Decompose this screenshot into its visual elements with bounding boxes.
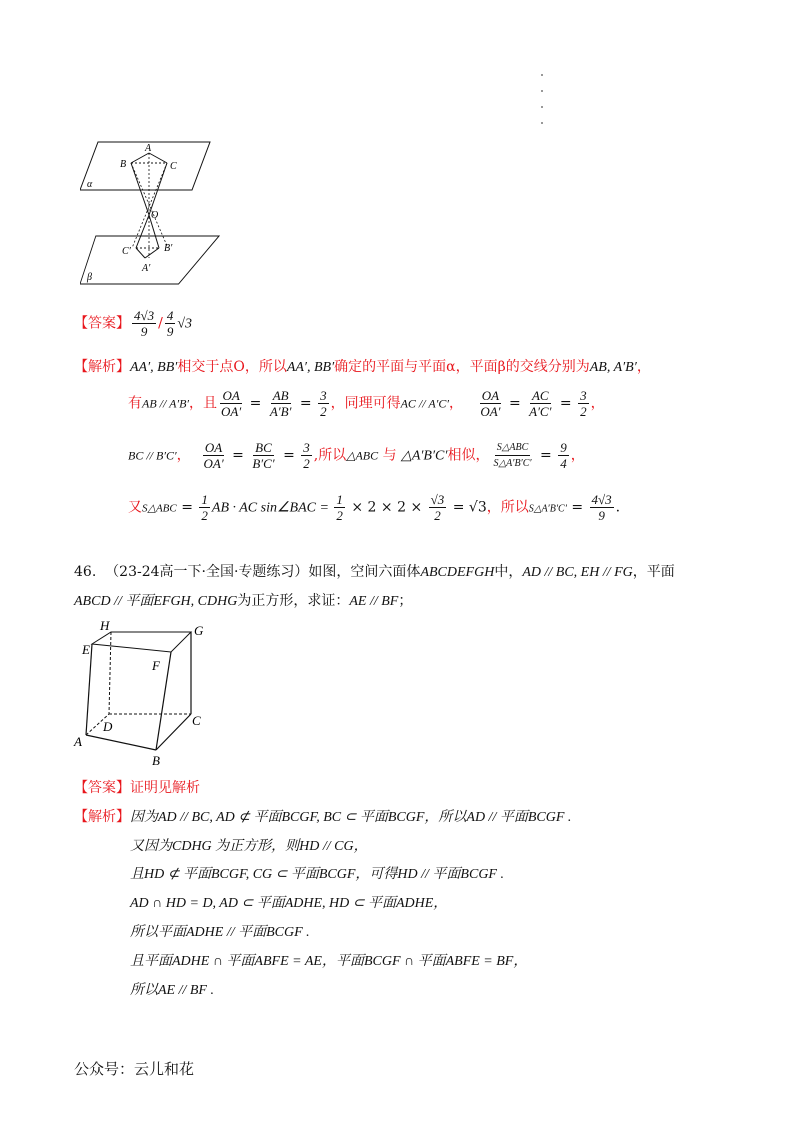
label-o: O (151, 210, 159, 221)
text: 所以 (318, 447, 347, 464)
condition: AD // BC, EH // FG (522, 565, 633, 580)
label-f: F (152, 658, 160, 673)
text: 又 (128, 499, 142, 516)
label-alpha: α (87, 179, 93, 190)
edge-ac (149, 153, 167, 163)
label-a: A (74, 734, 82, 749)
text: ，同理可得 (330, 395, 401, 412)
result: = √3 (448, 499, 487, 516)
text: ，平面 (632, 564, 675, 580)
label-c: C (170, 161, 177, 172)
proof-step-1: 因为AD // BC, AD ⊄ 平面BCGF, BC ⊂ 平面BCGF，所以AD // 平面BCGF . (130, 810, 572, 825)
label-e: E (82, 642, 90, 657)
text: ，且 (189, 395, 218, 412)
label-c: C (192, 713, 201, 728)
label-a2: A′ (142, 263, 151, 274)
frac-half: $\frac{1}{2}$ (201, 492, 208, 523)
text: 相交于点O，所以 (177, 359, 287, 375)
label-a: A (145, 143, 152, 154)
q46-proof-step-6: 且平面ADHE ∩ 平面ABFE = AE，平面BCGF ∩ 平面ABFE = BF， (130, 954, 528, 969)
frac-final: $\frac{4√3}{9}$ (591, 492, 612, 523)
answer-tag: 【答案】 (74, 780, 130, 796)
frac-bc: $\frac{BC}{B'C'}$ (252, 440, 275, 471)
answer-sep: / (158, 315, 163, 332)
label-c2: C′ (122, 246, 131, 257)
analysis-tag: 【解析】 (74, 359, 130, 375)
frac-oa: $\frac{OA}{OA'}$ (221, 388, 242, 419)
q46-analysis-line1 (74, 808, 571, 827)
plane-beta (80, 236, 219, 284)
answer-frac2: $\frac{4}{9}$ (166, 308, 174, 339)
ac-parallel: AC // A′C′ (400, 396, 449, 411)
text: ，所以 (486, 499, 529, 516)
q45-analysis-line2: 有AB // A′B′，且 $\frac{OA}{OA'}$ = $\frac{AB}{A'B'}$ = $\frac{3}{2}$ ，同理可得AC // A′C′， $\frac{OA}{OA'}$ = $\frac{AC}{A'C'}$ = $\frac{3}{2}$ ， (128, 388, 605, 419)
label-beta: β (87, 272, 92, 283)
edge-a2b2 (145, 248, 159, 258)
figure-two-planes (80, 138, 220, 288)
q46-stem-line2 (74, 592, 412, 611)
text: ； (398, 593, 413, 609)
area-abc: S△ABC (142, 502, 177, 515)
triangle-a2b2c2: △A′B′C′ (401, 448, 448, 464)
edge-ab (86, 735, 156, 750)
edge-o-c2 (136, 215, 149, 248)
bc-parallel: BC // B′C′ (128, 448, 177, 463)
frac-94: $\frac{9}{4}$ (560, 440, 567, 471)
text: 中， (494, 564, 523, 580)
frac-ac: $\frac{AC}{A'C'}$ (529, 388, 552, 419)
footer-text: 公众号：云儿和花 (74, 1060, 195, 1078)
q46-proof-step-7: 所以AE // BF . (130, 983, 214, 998)
frac-32-3: $\frac{3}{2}$ (303, 440, 310, 471)
frac-32-2: $\frac{3}{2}$ (580, 388, 587, 419)
eq: = (176, 499, 198, 516)
frac-oa-2: $\frac{OA}{OA'}$ (480, 388, 501, 419)
text: 有 (128, 395, 142, 412)
text: 确定的平面与平面α，平面β的交线分别为 (334, 359, 590, 375)
frac-half-2: $\frac{1}{2}$ (336, 492, 343, 523)
expr2: × 2 × 2 × (346, 499, 427, 516)
figure-hexahedron (70, 618, 210, 770)
q45-analysis-line3: BC // B′C′， $\frac{OA}{OA'}$ = $\frac{BC}{B'C'}$ = $\frac{3}{2}$ ,所以△ABC 与 △A′B′C′相似， $\frac{\text{S△ABC}}{S\triangle A'B'C'}$ = $\frac{9}{4}$ ， (128, 440, 585, 471)
ab-parallel: AB // A′B′ (142, 396, 190, 411)
edge-ea (86, 644, 92, 735)
edge-o-b (131, 163, 149, 215)
text: 与 (382, 447, 397, 464)
decorative-dots (541, 74, 545, 128)
answer-frac1: $\frac{4√3}{9}$ (134, 308, 155, 339)
text: 相似， (447, 447, 490, 464)
triangle-abc: △ABC (346, 448, 379, 463)
end: . (615, 499, 621, 516)
q46-answer-line (74, 779, 200, 797)
squares: EFGH, CDHG (153, 594, 238, 609)
edge-o-c (149, 163, 167, 215)
q46-proof-step-4: AD ∩ HD = D, AD ⊂ 平面ADHE, HD ⊂ 平面ADHE， (130, 896, 448, 911)
q46-proof-step-3: 且HD ⊄ 平面BCGF, CG ⊂ 平面BCGF，可得HD // 平面BCGF . (130, 867, 504, 882)
question-number: 46. (74, 564, 97, 580)
answer-text: 证明见解析 (130, 780, 200, 796)
q46-proof-step-5: 所以平面ADHE // 平面BCGF . (130, 925, 310, 940)
line-cc2 (132, 163, 167, 248)
frac-area: $\frac{\text{S△ABC}}{S\triangle A'B'C'}$ (493, 442, 532, 469)
lines-ab: AB, A′B′ (589, 360, 637, 375)
edge-hd (109, 632, 111, 714)
answer-tag: 【答案】 (74, 315, 130, 332)
answer-sqrt: √3 (177, 316, 193, 332)
q46-proof-step-2: 又因为CDHG 为正方形，则HD // CG， (130, 839, 368, 854)
face-top (92, 632, 191, 652)
prove-target: AE // BF (349, 594, 399, 609)
q45-analysis-line1: 【解析】AA′, BB′相交于点O，所以AA′, BB′确定的平面与平面α，平面β的交线分别为AB, A′B′， (74, 359, 651, 375)
lines-aa-bb: AA′, BB′ (130, 360, 178, 375)
q46-stem-line1 (74, 563, 675, 582)
question-source: （23-24高一下·全国·专题练习）如图，空间六面体 (105, 564, 421, 580)
label-b: B (152, 753, 160, 768)
label-h: H (100, 618, 110, 633)
edge-a2c2 (136, 248, 145, 258)
label-d: D (103, 719, 113, 734)
analysis-tag: 【解析】 (74, 809, 130, 825)
frac-ab: $\frac{AB}{A'B'}$ (269, 388, 292, 419)
edge-ab (131, 153, 149, 163)
q45-answer-line (74, 308, 192, 339)
q45-analysis-line4: 又S△ABC = $\frac{1}{2}$ AB · AC sin∠BAC = $\frac{1}{2}$ × 2 × 2 × $\frac{√3}{2}$ = √3，所以S△A′B′C′ = $\frac{4√3}{9}$ . (128, 492, 621, 523)
text: 为正方形，求证： (237, 593, 350, 609)
frac-oa-3: $\frac{OA}{OA'}$ (203, 440, 224, 471)
solid-name: ABCDEFGH (420, 565, 495, 580)
area-a2b2c2: S△A′B′C′ (528, 503, 567, 515)
frac-r3: $\frac{√3}{2}$ (430, 492, 445, 523)
label-b2: B′ (164, 243, 173, 254)
plane-parallel: ABCD // 平面 (74, 594, 154, 609)
frac-32: $\frac{3}{2}$ (320, 388, 327, 419)
expr: AB · AC sin∠BAC = (211, 500, 333, 516)
label-g: G (194, 623, 204, 638)
lines-aa-bb-2: AA′, BB′ (286, 360, 335, 375)
label-b: B (120, 159, 127, 170)
